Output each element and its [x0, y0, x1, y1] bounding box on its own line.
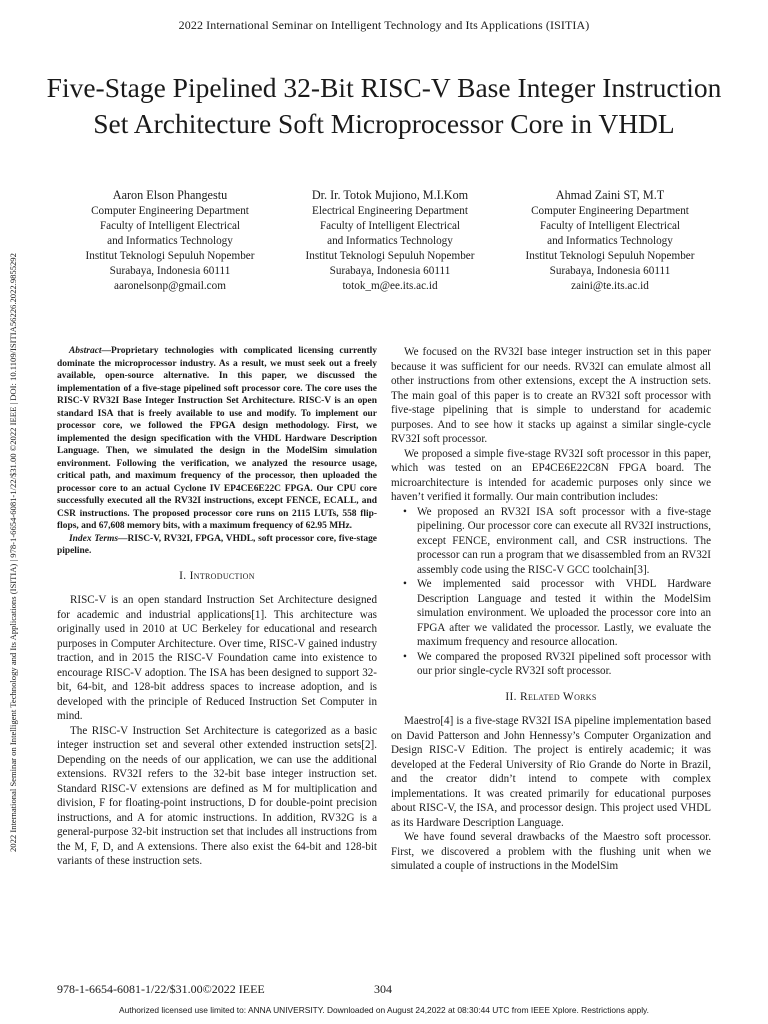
- author-faculty-line2: and Informatics Technology: [327, 235, 453, 247]
- author-1: [60, 186, 280, 294]
- paper-title: Five-Stage Pipelined 32-Bit RISC-V Base Integer Instruction Set Architecture Soft Microprocessor Core in VHDL: [46, 72, 722, 139]
- contribution-list: [391, 505, 711, 679]
- author-institution: Institut Teknologi Sepuluh Nopember: [85, 250, 255, 262]
- author-email: aaronelsonp@gmail.com: [114, 280, 226, 292]
- list-item: • We proposed an RV32I ISA soft processor with a five-stage pipelining. Our processor core can execute all RV32I instructions, except FENCE, environment call, and CSR instructions. The processor can run a program that we disassembled from an RV32I assembly code using the RISC-V GCC toolchain[3].: [417, 505, 711, 578]
- section-heading-introduction: I. Introduction: [179, 569, 255, 582]
- author-name: Dr. Ir. Totok Mujiono, M.I.Kom: [311, 188, 469, 202]
- right-column: [391, 345, 711, 874]
- author-department: Electrical Engineering Department: [312, 205, 468, 217]
- paragraph: Maestro[4] is a five-stage RV32I ISA pipeline implementation based on David Patterson and John Hennessy’s Computer Organization and Design RISC-V Edition. The project is entirely academic; it was developed at the Federal University of Rio Grande do Norte in Brazil, and the creator didn’t intend to compete with complex implementations. It was created primarily for educational purposes about RISC-V, the ISA, and processor design. This project used VHDL as its Hardware Description Language.: [391, 715, 711, 829]
- author-institution: Institut Teknologi Sepuluh Nopember: [305, 250, 475, 262]
- author-email: totok_m@ee.its.ac.id: [342, 280, 438, 292]
- author-department: Computer Engineering Department: [91, 205, 249, 217]
- paragraph: The RISC-V Instruction Set Architecture is categorized as a basic integer instruction set and several other extended instruction sets[2]. Depending on the needs of our application, we can use the additional extensions. RV32I refers to the 32-bit base integer instruction set. Standard RISC-V extensions are defined as M for multiplication and division, F for floating-point instructions, D for double-point precision instructions, and A for atomic instructions. In addition, RV32G is a general-purpose 32-bit instruction set that includes all instructions from the M, F, D, and A extensions. There also exist the 64-bit and 128-bit variants of these instruction sets.: [57, 724, 377, 867]
- author-city: Surabaya, Indonesia 60111: [549, 265, 671, 277]
- list-item: • We implemented said processor with VHDL Hardware Description Language and tested it within the ModelSim simulation environment. We uploaded the processor core into an FPGA after we validated the processor. Lastly, we evaluate the maximum frequency and resource allocation.: [417, 577, 711, 650]
- section-heading-related-works: II. Related Works: [505, 690, 597, 703]
- paragraph: We have found several drawbacks of the Maestro soft processor. First, we discovered a problem with the flushing unit when we simulated a couple of instructions in the ModelSim: [391, 831, 711, 872]
- left-column: [57, 345, 377, 869]
- author-faculty: Faculty of Intelligent Electrical: [319, 220, 461, 232]
- index-terms: [57, 533, 377, 558]
- author-name: Aaron Elson Phangestu: [112, 188, 228, 202]
- abstract: [57, 345, 377, 533]
- author-3: [500, 186, 720, 294]
- author-faculty-line2: and Informatics Technology: [107, 235, 233, 247]
- author-institution: Institut Teknologi Sepuluh Nopember: [525, 250, 695, 262]
- author-city: Surabaya, Indonesia 60111: [329, 265, 451, 277]
- conference-header: 2022 International Seminar on Intelligent Technology and Its Applications (ISITIA): [178, 18, 590, 32]
- side-doi-identifier: 2022 International Seminar on Intelligent Technology and Its Applications (ISITIA) | 978-1-6654-6081-1/22/$31.00 ©2022 IEEE | DOI: 10.1109/ISITIA56226.2022.9855292: [8, 253, 18, 852]
- abstract-text: —Proprietary technologies with complicated licensing currently dominate the microprocessor industry. As a result, we must seek out a freely available, open-source alternative. In this paper, we discussed the implementation of a five-stage pipelined soft processor core. The core uses the RISC-V RV32I Base Integer Instruction Set Architecture. RISC-V is an open standard ISA that is freely available to use and modify. To implement our processor core, we followed the FPGA design methodology. First, we implemented the design specification with the VHDL Hardware Description Language. Then, we simulated the design in the ModelSim simulation environment. Following the verification, we analyzed the resource usage, critical path, and maximum frequency of the processor, then uploaded the processor core to an actual Cyclone IV EP4CE6E22C FPGA. Our CPU core successfully executed all the RV32I instructions, except FENCE, ECALL, and CSR instructions. The proposed processor core runs on 2115 LUTs, 558 flip-flops, and 67,608 memory bits, with a maximum frequency of 62.95 MHz.: [57, 346, 377, 531]
- list-item: • We compared the proposed RV32I pipelined soft processor with our prior single-cycle RV32I soft processor.: [417, 650, 711, 679]
- paragraph: We focused on the RV32I base integer instruction set in this paper because it was sufficient for our needs. RV32I can emulate almost all other instructions from other extensions, except the A instruction sets. The main goal of this paper is to create an RV32I soft processor with five-stage pipelining that is simple to understand for academic purposes. And to see how it stacks up against a similar single-cycle RV32I soft processor.: [391, 346, 711, 445]
- author-city: Surabaya, Indonesia 60111: [109, 265, 231, 277]
- abstract-label: Abstract: [69, 346, 102, 356]
- author-2: [280, 186, 500, 294]
- author-email: zaini@te.its.ac.id: [571, 280, 649, 292]
- author-faculty: Faculty of Intelligent Electrical: [539, 220, 681, 232]
- index-terms-text: —RISC-V, RV32I, FPGA, VHDL, soft processor core, five-stage pipeline.: [57, 533, 377, 556]
- author-block: [60, 186, 720, 294]
- footer-isbn: 978-1-6654-6081-1/22/$31.00©2022 IEEE: [57, 982, 265, 996]
- author-faculty: Faculty of Intelligent Electrical: [99, 220, 241, 232]
- author-department: Computer Engineering Department: [531, 205, 689, 217]
- index-terms-label: Index Terms: [69, 533, 119, 544]
- page-number: 304: [374, 982, 392, 996]
- author-name: Ahmad Zaini ST, M.T: [555, 188, 665, 202]
- author-faculty-line2: and Informatics Technology: [547, 235, 673, 247]
- paragraph: We proposed a simple five-stage RV32I soft processor in this paper, which was tested on an EP4CE6E22C8N FPGA board. The microarchitecture is intended for academic purposes only since we haven’t verified it formally. Our main contribution includes:: [391, 447, 711, 503]
- license-notice: Authorized licensed use limited to: ANNA UNIVERSITY. Downloaded on August 24,2022 at 08:30:44 UTC from IEEE Xplore. Restrictions apply.: [119, 1005, 649, 1015]
- paragraph: RISC-V is an open standard Instruction Set Architecture designed for academic and industrial applications[1]. This architecture was originally used in 2010 at UC Berkeley for educational and research purposes in Computer Architecture. Over time, RISC-V gained industry traction, and in 2015 the RISC-V Foundation came into existence to encourage RISC-V adoption. The ISA has been designed to support 32-bit, 64-bit, and 128-bit address spaces to increase adoption, and is developed with the principle of Reduced Instruction Set Computer in mind.: [57, 594, 377, 722]
